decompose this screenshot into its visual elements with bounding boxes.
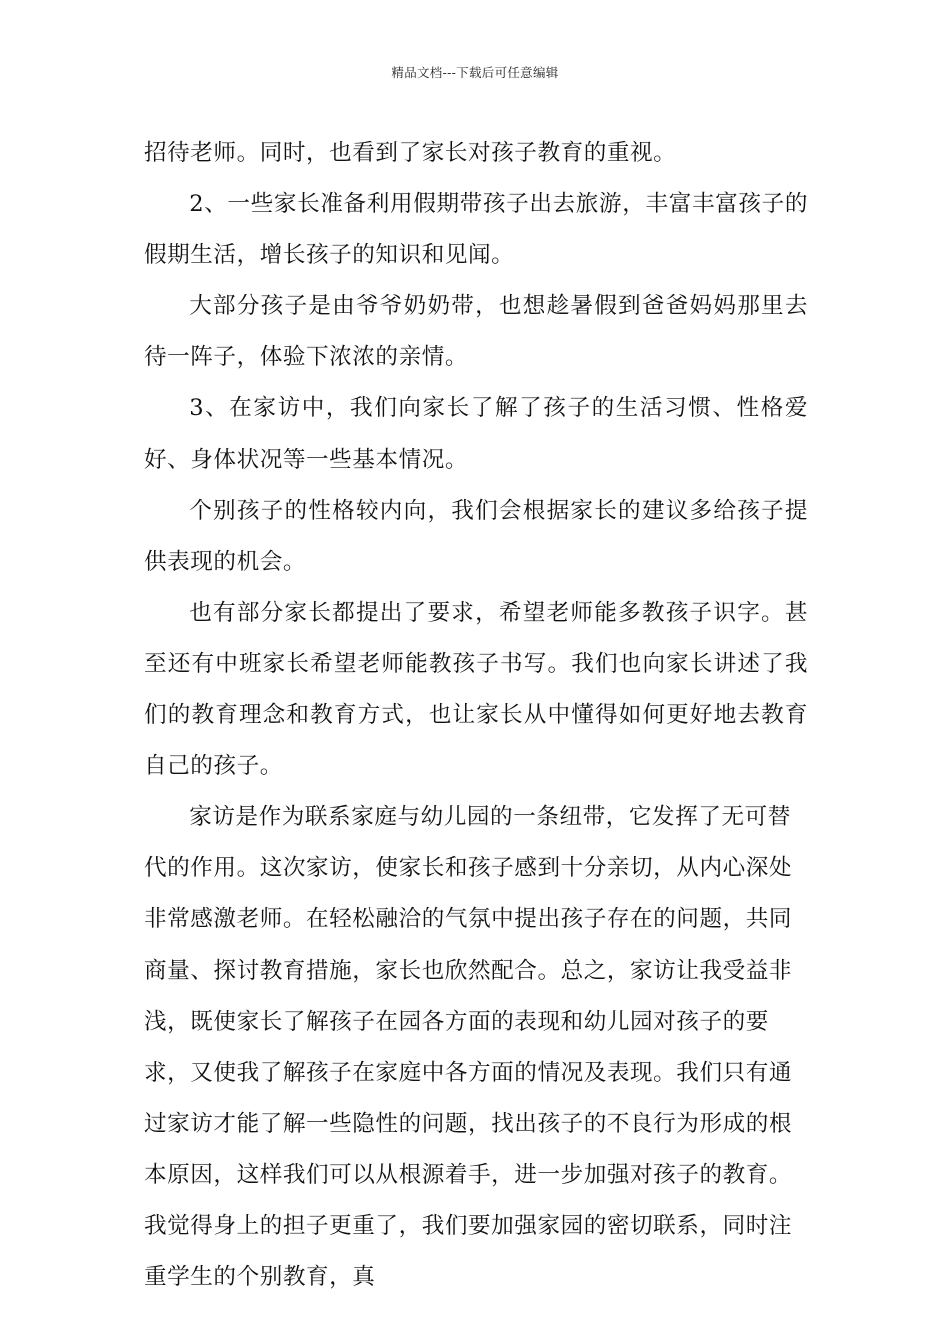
page-header: 精品文档---下载后可任意编辑 xyxy=(391,65,559,80)
paragraph-home-visit-summary: 家访是作为联系家庭与幼儿园的一条纽带，它发挥了无可替代的作用。这次家访，使家长和孩子感到十分亲切，从内心深处非常感激老师。在轻松融洽的气氛中提出孩子存在的问题，共同商量、探讨教育措施，家长也欣然配合。总之，家访让我受益非浅，既使家长了解孩子在园各方面的表现和幼儿园对孩子的要求，又使我了解孩子在家庭中各方面的情况及表现。我们只有通过家访才能了解一些隐性的问题，找出孩子的不良行为形成的根本原因，这样我们可以从根源着手，进一步加强对孩子的教育。我觉得身上的担子更重了，我们要加强家园的密切联系，同时注重学生的个别教育，真 xyxy=(144,804,793,1291)
document-body xyxy=(144,128,808,1303)
paragraph-grandparents: 大部分孩子是由爷爷奶奶带，也想趁暑假到爸爸妈妈那里去待一阵子，体验下浓浓的亲情。 xyxy=(144,293,808,371)
paragraph-item-3-home-visit: 3、在家访中，我们向家长了解了孩子的生活习惯、性格爱好、身体状况等一些基本情况。 xyxy=(144,395,808,473)
paragraph-continuation: 招待老师。同时，也看到了家长对孩子教育的重视。 xyxy=(144,140,677,166)
paragraph-parent-requests: 也有部分家长都提出了要求，希望老师能多教孩子识字。甚至还有中班家长希望老师能教孩子书写。我们也向家长讲述了我们的教育理念和教育方式，也让家长从中懂得如何更好地去教育自己的孩子。 xyxy=(144,599,808,780)
paragraph-item-2-travel: 2、一些家长准备利用假期带孩子出去旅游，丰富丰富孩子的假期生活，增长孩子的知识和见闻。 xyxy=(144,191,808,269)
paragraph-introverted-children: 个别孩子的性格较内向，我们会根据家长的建议多给孩子提供表现的机会。 xyxy=(144,497,808,575)
